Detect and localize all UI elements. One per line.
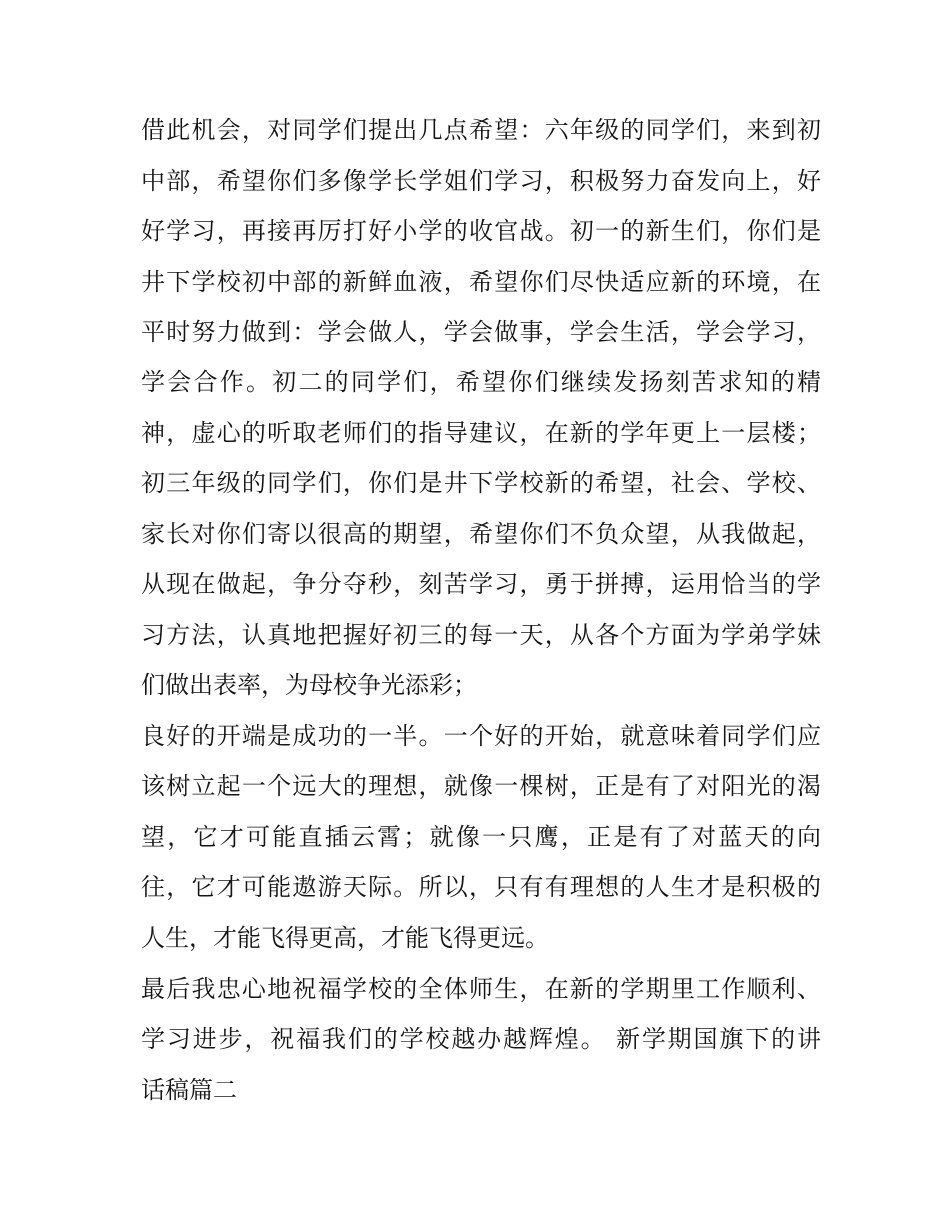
text-line: 话稿篇二 — [141, 1076, 237, 1104]
text-line: 家长对你们寄以很高的期望，希望你们不负众望，从我做起， — [141, 520, 821, 548]
text-line: 该树立起一个远大的理想，就像一棵树，正是有了对阳光的渴 — [141, 772, 821, 800]
text-line: 神，虚心的听取老师们的指导建议，在新的学年更上一层楼； — [141, 419, 821, 447]
text-line: 往，它才可能遨游天际。所以，只有有理想的人生才是积极的 — [141, 873, 821, 901]
text-line: 初三年级的同学们，你们是井下学校新的希望，社会、学校、 — [141, 469, 821, 497]
text-line: 借此机会，对同学们提出几点希望：六年级的同学们，来到初 — [141, 116, 821, 144]
text-line: 良好的开端是成功的一半。一个好的开始，就意味着同学们应 — [141, 722, 821, 750]
text-line: 从现在做起，争分夺秒，刻苦学习，勇于拼搏，运用恰当的学 — [141, 570, 821, 598]
text-line: 们做出表率，为母校争光添彩； — [141, 671, 477, 699]
text-line: 望，它才可能直插云霄；就像一只鹰，正是有了对蓝天的向 — [141, 823, 821, 851]
text-line: 学习进步，祝福我们的学校越办越辉煌。 新学期国旗下的讲 — [141, 1025, 821, 1053]
text-line: 平时努力做到：学会做人，学会做事，学会生活，学会学习， — [141, 318, 821, 346]
text-line: 最后我忠心地祝福学校的全体师生，在新的学期里工作顺利、 — [141, 975, 821, 1003]
text-line: 人生，才能飞得更高，才能飞得更远。 — [141, 924, 549, 952]
text-line: 好学习，再接再厉打好小学的收官战。初一的新生们，你们是 — [141, 217, 821, 245]
text-line: 井下学校初中部的新鲜血液，希望你们尽快适应新的环境，在 — [141, 268, 821, 296]
text-line: 中部，希望你们多像学长学姐们学习，积极努力奋发向上，好 — [141, 167, 821, 195]
text-line: 习方法，认真地把握好初三的每一天，从各个方面为学弟学妹 — [141, 621, 821, 649]
text-line: 学会合作。初二的同学们，希望你们继续发扬刻苦求知的精 — [141, 368, 821, 396]
